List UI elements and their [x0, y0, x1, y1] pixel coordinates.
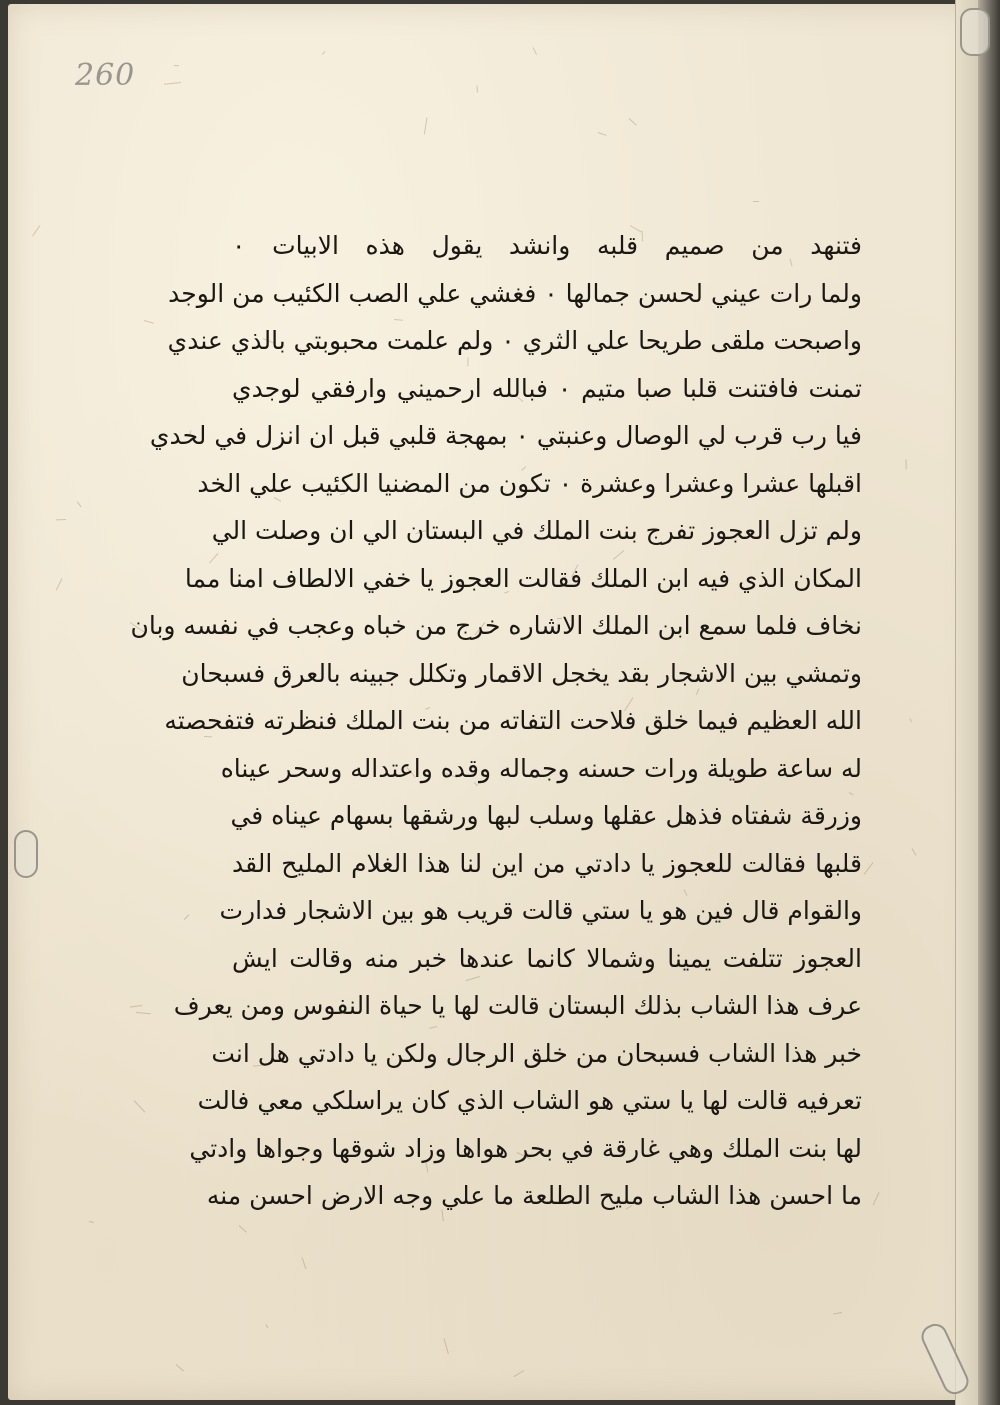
text-line-13: وزرقة شفتاه فذهل عقلها وسلب لبها ورشقها بسهام عيناه في — [230, 801, 862, 830]
text-line-10: وتمشي بين الاشجار بقد يخجل الاقمار وتكلل جبينه بالعرق فسبحان — [181, 658, 862, 688]
text-line-16: العجوز تتلفت يمينا وشمالا كانما عندها خبر منه وقالت ايش — [232, 943, 862, 973]
binding-clip-top — [960, 8, 990, 56]
adjacent-page-edge — [955, 0, 1000, 1405]
text-line-3: واصبحت ملقى طريحا علي الثري ٠ ولم علمت محبوبتي بالذي عندي — [167, 326, 862, 355]
text-line-14: قلبها فقالت للعجوز يا دادتي من اين لنا هذا الغلام المليح القد — [232, 848, 862, 878]
paper-fiber — [906, 459, 907, 469]
paper-fiber — [873, 1192, 880, 1205]
paper-fiber — [322, 51, 325, 55]
text-line-2: ولما رات عيني لحسن جمالها ٠ فغشي علي الصب الكئيب من الوجد — [168, 278, 862, 308]
paper-fiber — [302, 1257, 307, 1269]
paper-fiber — [753, 201, 759, 202]
paper-fiber — [910, 718, 912, 722]
text-line-12: له ساعة طويلة ورات حسنه وجماله وقده واعتداله وسحر عيناه — [220, 753, 862, 783]
paper-fiber — [266, 1324, 269, 1328]
paper-fiber — [130, 1005, 142, 1007]
paper-fiber — [864, 862, 874, 875]
paper-fiber — [629, 118, 637, 125]
paper-fiber — [533, 47, 537, 55]
text-line-21: ما احسن هذا الشاب مليح الطلعة ما علي وجه الارض احسن منه — [206, 1181, 862, 1210]
paper-fiber — [239, 1225, 247, 1232]
text-line-11: الله العظيم فيما خلق فلاحت التفاته من بنت الملك فنظرته فتفحصته — [164, 706, 862, 735]
paper-fiber — [444, 1338, 449, 1354]
paper-fiber — [424, 117, 428, 134]
paper-fiber — [477, 85, 478, 92]
text-line-9: نخاف فلما سمع ابن الملك الاشاره خرج من خباه وعجب في نفسه وبان — [130, 611, 862, 640]
folio-number: 260 — [75, 58, 136, 93]
manuscript-text — [130, 222, 862, 1220]
paper-fiber — [32, 225, 40, 236]
text-line-4: تمنت فافتنت قلبا صبا متيم ٠ فبالله ارحميني وارفقي لوجدي — [232, 373, 862, 403]
text-line-20: لها بنت الملك وهي غارقة في بحر هواها وزاد شوقها وجواها وادتي — [189, 1133, 862, 1163]
page-fold — [955, 0, 978, 1405]
paper-fiber — [164, 82, 181, 85]
paper-fiber — [598, 132, 607, 136]
text-line-1: فتنهد من صميم قلبه وانشد يقول هذه الابيات ٠ — [232, 231, 862, 260]
text-line-19: تعرفيه قالت لها يا ستي هو الشاب الذي كان يراسلكي معي فالت — [197, 1086, 862, 1115]
text-line-5: فيا رب قرب لي الوصال وعنبتي ٠ بمهجة قلبي قبل ان انزل في لحدي — [149, 421, 862, 450]
text-line-6: اقبلها عشرا وعشرا وعشرة ٠ تكون من المضنيا الكئيب علي الخد — [197, 468, 862, 498]
text-line-7: ولم تزل العجوز تفرج بنت الملك في البستان الي ان وصلت الي — [211, 516, 862, 545]
paper-fiber — [912, 848, 917, 855]
paper-fiber — [144, 320, 154, 324]
paper-fiber — [89, 1221, 94, 1223]
paper-fiber — [56, 519, 66, 520]
paper-fiber — [176, 1364, 184, 1371]
text-line-17: عرف هذا الشاب بذلك البستان قالت لها يا حياة النفوس ومن يعرف — [173, 991, 862, 1020]
paper-fiber — [56, 578, 63, 590]
text-line-8: المكان الذي فيه ابن الملك فقالت العجوز يا خفي الالطاف امنا مما — [184, 563, 862, 593]
text-line-15: والقوام قال فين هو يا ستي قالت قريب هو بين الاشجار فدارت — [219, 896, 862, 925]
paper-fiber — [134, 1100, 146, 1112]
paper-fiber — [77, 501, 82, 507]
paper-fiber — [174, 65, 179, 66]
paper-fiber — [833, 1312, 842, 1315]
paper-fiber — [136, 1012, 151, 1014]
paper-fiber — [513, 1370, 524, 1377]
paper-fiber — [184, 914, 190, 920]
binding-clip-middle — [14, 830, 38, 878]
text-line-18: خبر هذا الشاب فسبحان من خلق الرجال ولكن يا دادتي هل انت — [211, 1038, 862, 1068]
